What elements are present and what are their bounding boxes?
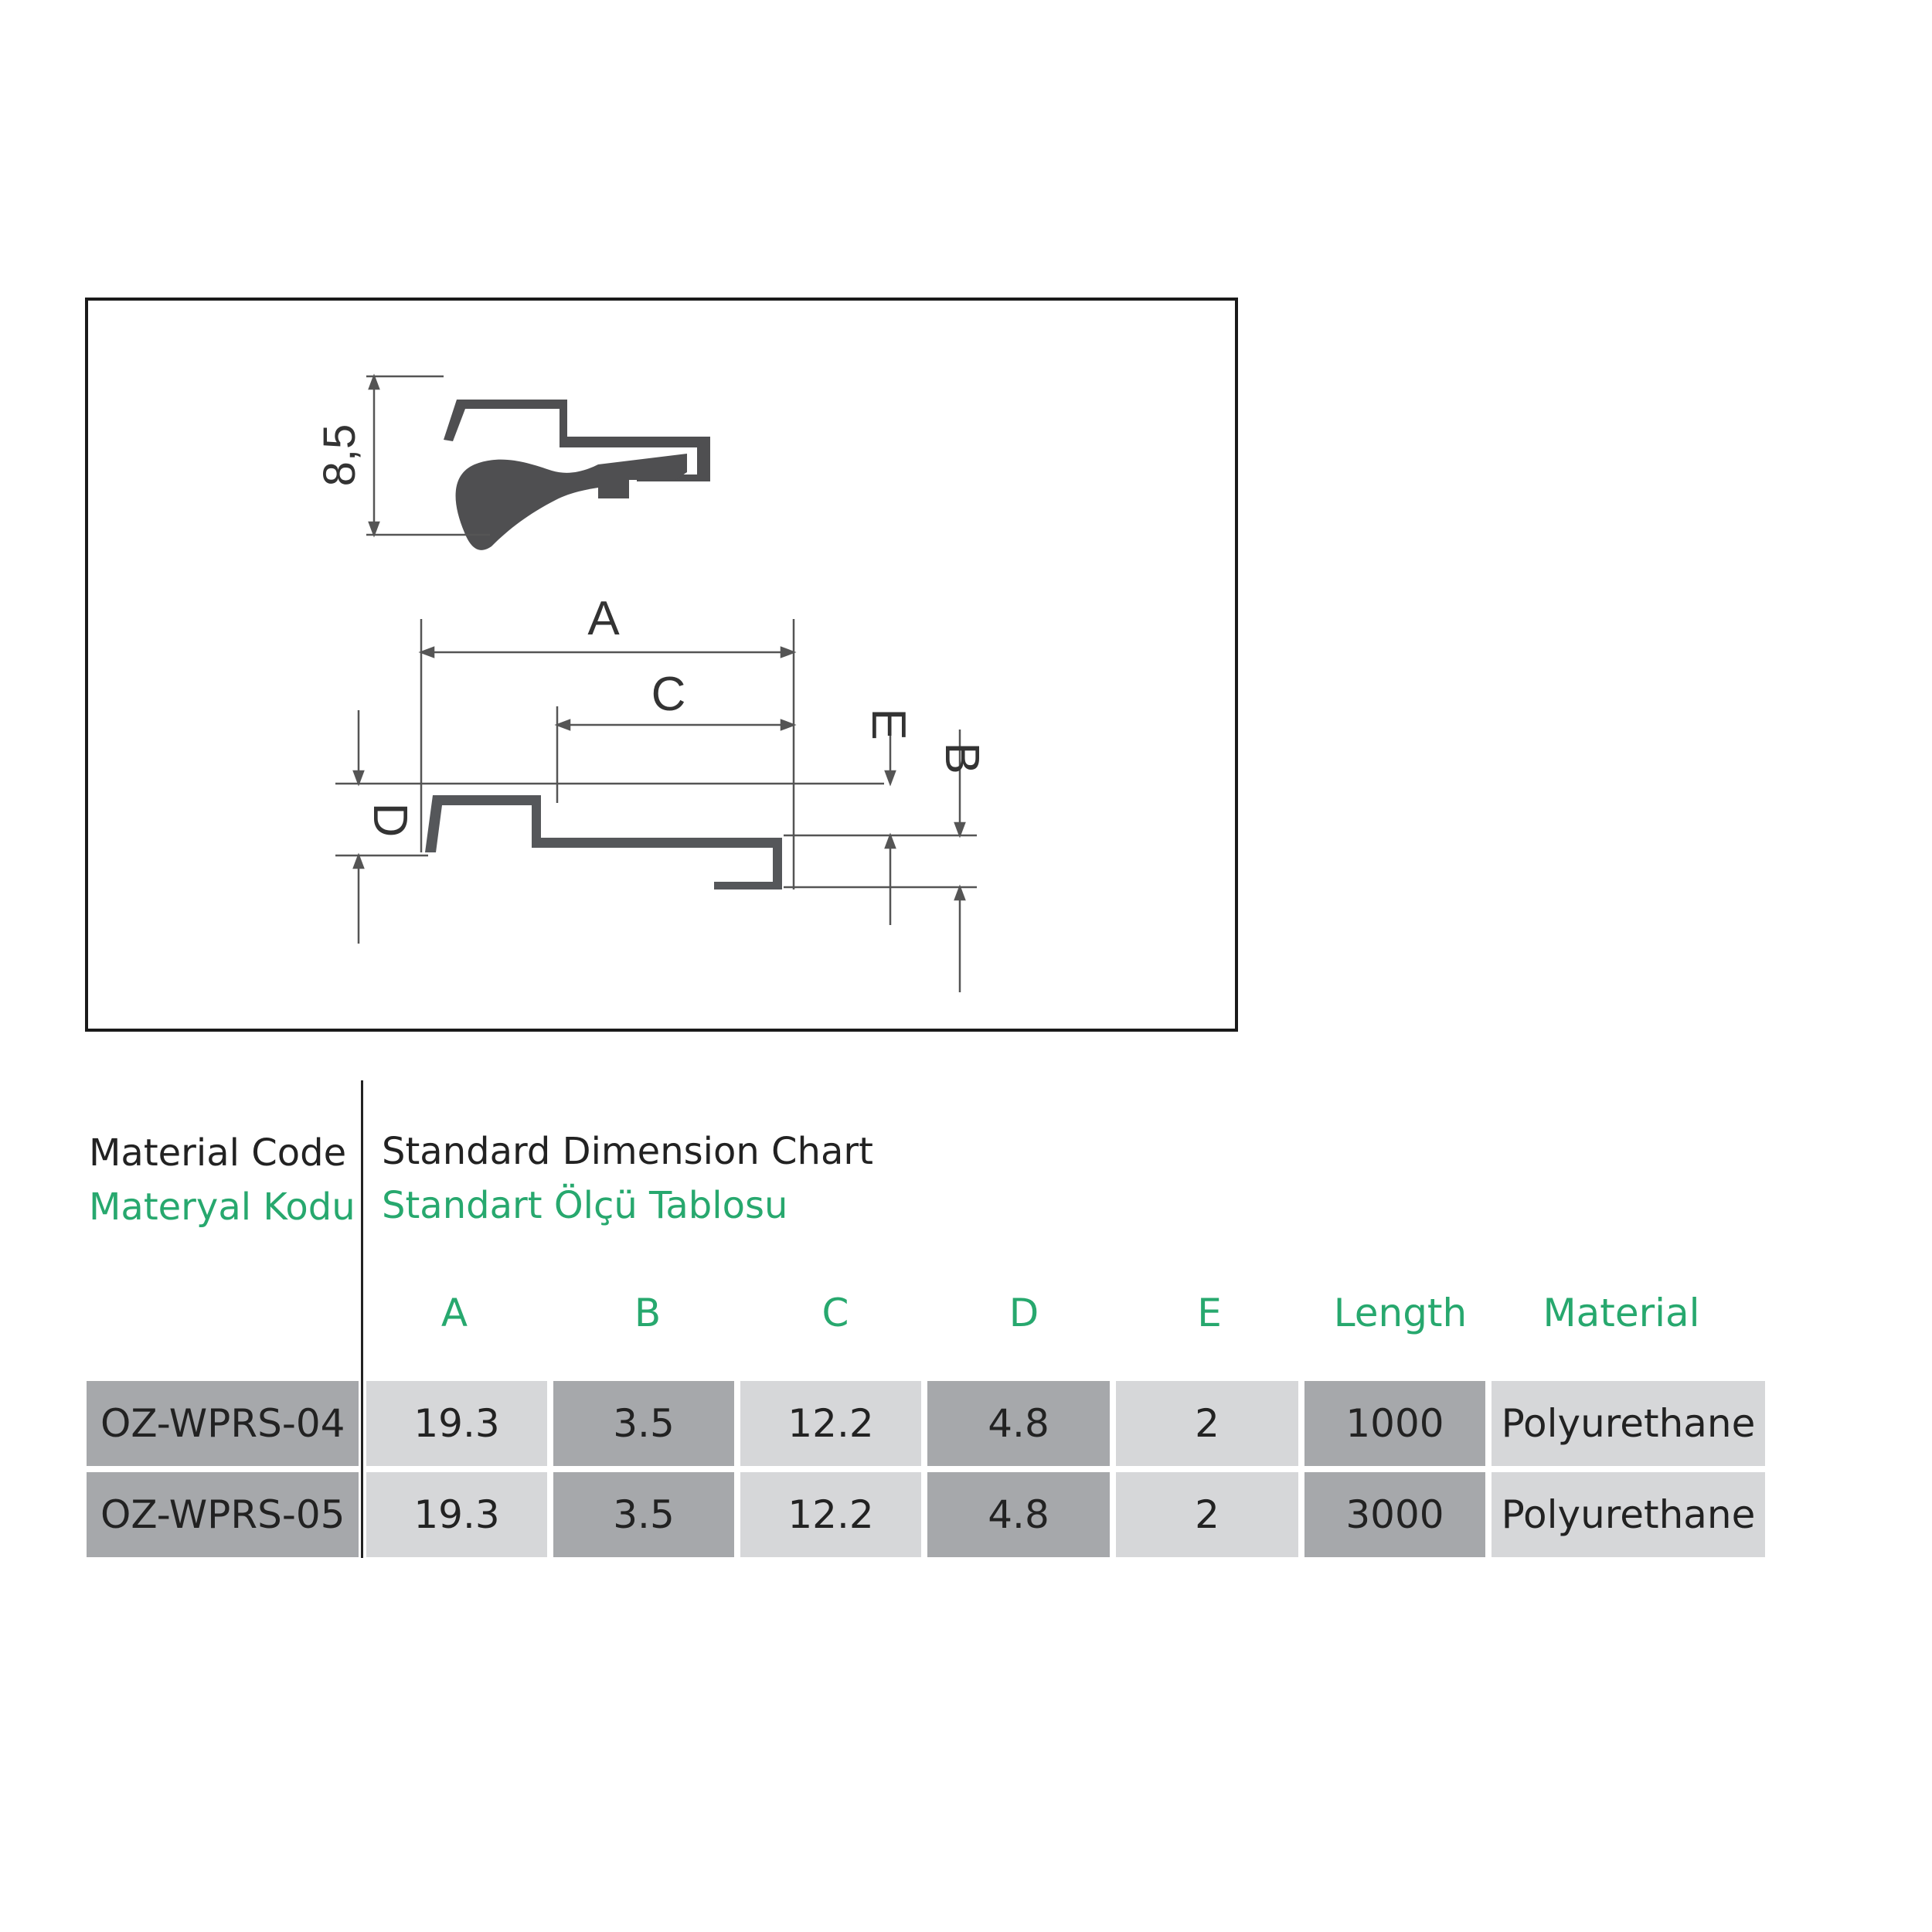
cell-a: 19.3 — [366, 1472, 547, 1557]
column-divider — [361, 1080, 363, 1558]
cell-e: 2 — [1116, 1472, 1298, 1557]
profile-bulb — [456, 454, 687, 550]
col-header-b: B — [634, 1291, 662, 1335]
cell-c: 12.2 — [740, 1472, 921, 1557]
dimension-chart-heading-tr: Standart Ölçü Tablosu — [382, 1184, 788, 1227]
col-header-material: Material — [1543, 1291, 1700, 1335]
profile-side-outline — [425, 795, 782, 889]
material-code-cell: OZ-WPRS-04 — [87, 1381, 359, 1466]
col-header-length: Length — [1333, 1291, 1468, 1335]
material-code-cell: OZ-WPRS-05 — [87, 1472, 359, 1557]
profile-drawing — [85, 298, 1238, 1032]
dim-label-a: A — [587, 592, 620, 645]
bulb-highlight — [540, 457, 583, 464]
material-code-heading: Material Code — [89, 1131, 347, 1175]
dimension-a — [421, 619, 794, 889]
col-header-a: A — [440, 1291, 468, 1335]
profile-cross-section — [444, 400, 710, 550]
cell-b: 3.5 — [553, 1472, 734, 1557]
dim-label-d: D — [363, 802, 417, 838]
material-code-heading-tr: Materyal Kodu — [89, 1185, 355, 1229]
dim-label-c: C — [651, 668, 686, 721]
cell-c: 12.2 — [740, 1381, 921, 1466]
dimension-e — [886, 730, 895, 925]
profile-drawing-svg — [88, 301, 1241, 1035]
col-header-d: D — [1009, 1291, 1039, 1335]
cell-d: 4.8 — [927, 1472, 1110, 1557]
cell-length: 3000 — [1304, 1472, 1485, 1557]
dim-label-b: B — [935, 742, 988, 774]
dim-label-e: E — [862, 708, 915, 740]
dimension-chart-heading: Standard Dimension Chart — [382, 1130, 873, 1173]
height-label: 8,5 — [315, 423, 365, 487]
cell-e: 2 — [1116, 1381, 1298, 1466]
col-header-c: C — [821, 1291, 849, 1335]
cell-material: Polyurethane — [1492, 1472, 1765, 1557]
cell-a: 19.3 — [366, 1381, 547, 1466]
col-header-e: E — [1197, 1291, 1222, 1335]
cell-length: 1000 — [1304, 1381, 1485, 1466]
dimension-d — [354, 710, 363, 944]
cell-material: Polyurethane — [1492, 1381, 1765, 1466]
cell-b: 3.5 — [553, 1381, 734, 1466]
cell-d: 4.8 — [927, 1381, 1110, 1466]
